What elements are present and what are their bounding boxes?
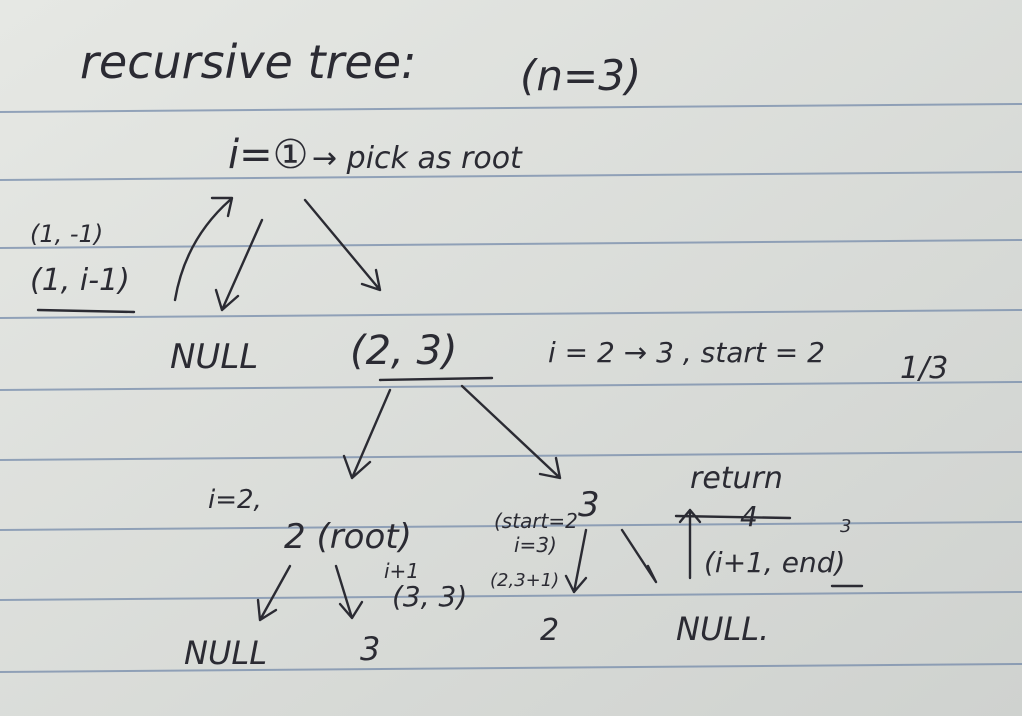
level1-fraction: 1/3 [900, 351, 949, 386]
left-note-line2: (1, i-1) [30, 263, 130, 298]
title-text: recursive tree: [80, 35, 417, 89]
level2-root: 2 (root) [284, 517, 412, 557]
level2-value3: 3 [578, 485, 600, 525]
root-label: i=① [228, 132, 309, 178]
level3-three: 3 [360, 630, 381, 668]
level3-null2: NULL. [676, 610, 770, 648]
pair-note: (2,3+1) [490, 570, 560, 591]
param-text: (n=3) [520, 51, 642, 100]
small-three: 3 [840, 516, 852, 537]
level3-null1: NULL [184, 634, 268, 672]
i-equals-2: i=2, [208, 485, 262, 515]
pair33-note: (3, 3) [392, 580, 468, 613]
level1-note: i = 2 → 3 , start = 2 [548, 336, 825, 369]
level1-right-node: (2, 3) [350, 328, 458, 374]
root-arrow-note: → pick as root [312, 141, 522, 176]
level1-null: NULL [170, 337, 259, 377]
level3-two: 2 [540, 613, 560, 648]
left-note-line1: (1, -1) [30, 220, 104, 248]
i-end-note: (i+1, end) [704, 546, 846, 579]
i3-note: i=3) [514, 533, 557, 557]
start-note: (start=2 [494, 509, 578, 533]
iplus1-note: i+1 [384, 559, 420, 583]
four-label: 4 [740, 500, 758, 533]
return-label: return [690, 461, 783, 496]
